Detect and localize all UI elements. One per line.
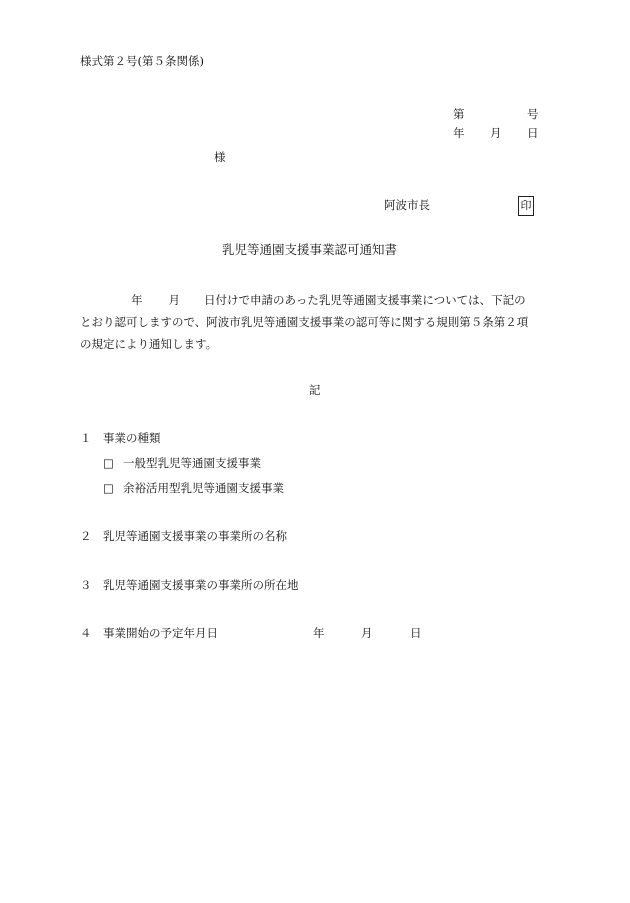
checkbox-general[interactable]: □ <box>103 456 114 470</box>
item-4-year: 年 <box>313 626 325 640</box>
body-line-3: の規定により通知します。 <box>80 337 218 351</box>
item-3-number: ３ <box>80 578 92 592</box>
date-year: 年 <box>453 126 465 140</box>
item-2-number: ２ <box>80 529 92 543</box>
option-surplus-label: 余裕活用型乳児等通園支援事業 <box>123 481 284 495</box>
item-4-label: 事業開始の予定年月日 <box>103 626 218 640</box>
option-general <box>103 458 261 470</box>
body-text <box>80 289 555 355</box>
body-line-1 <box>80 289 555 311</box>
number-prefix: 第 <box>453 107 465 121</box>
item-3-label: 乳児等通園支援事業の事業所の所在地 <box>103 578 299 592</box>
item-1-label: 事業の種類 <box>103 431 161 445</box>
body-line-1-text: 日付けで申請のあった乳児等通園支援事業については、下記の <box>204 293 526 307</box>
option-general-label: 一般型乳児等通園支援事業 <box>123 456 261 470</box>
seal-stamp: 印 <box>518 196 534 216</box>
item-4-day: 日 <box>410 626 422 640</box>
date-day: 日 <box>527 126 539 140</box>
item-4-month: 月 <box>361 626 373 640</box>
number-suffix: 号 <box>527 107 539 121</box>
addressee-suffix: 様 <box>214 150 226 164</box>
item-1-number: １ <box>80 431 92 445</box>
body-year: 年 <box>131 293 143 307</box>
ki-heading: 記 <box>309 383 321 397</box>
body-month: 月 <box>168 293 180 307</box>
document-title: 乳児等通園支援事業認可通知書 <box>222 242 398 257</box>
body-line-2: とおり認可しますので、阿波市乳児等通園支援事業の認可等に関する規則第５条第２項 <box>80 315 529 329</box>
option-surplus <box>103 483 284 495</box>
sender-name: 阿波市長 <box>384 198 430 212</box>
date-month: 月 <box>490 126 502 140</box>
item-2-label: 乳児等通園支援事業の事業所の名称 <box>103 529 287 543</box>
item-4-number: ４ <box>80 626 92 640</box>
form-label: 様式第２号(第５条関係) <box>80 54 204 68</box>
checkbox-surplus[interactable]: □ <box>103 481 114 495</box>
